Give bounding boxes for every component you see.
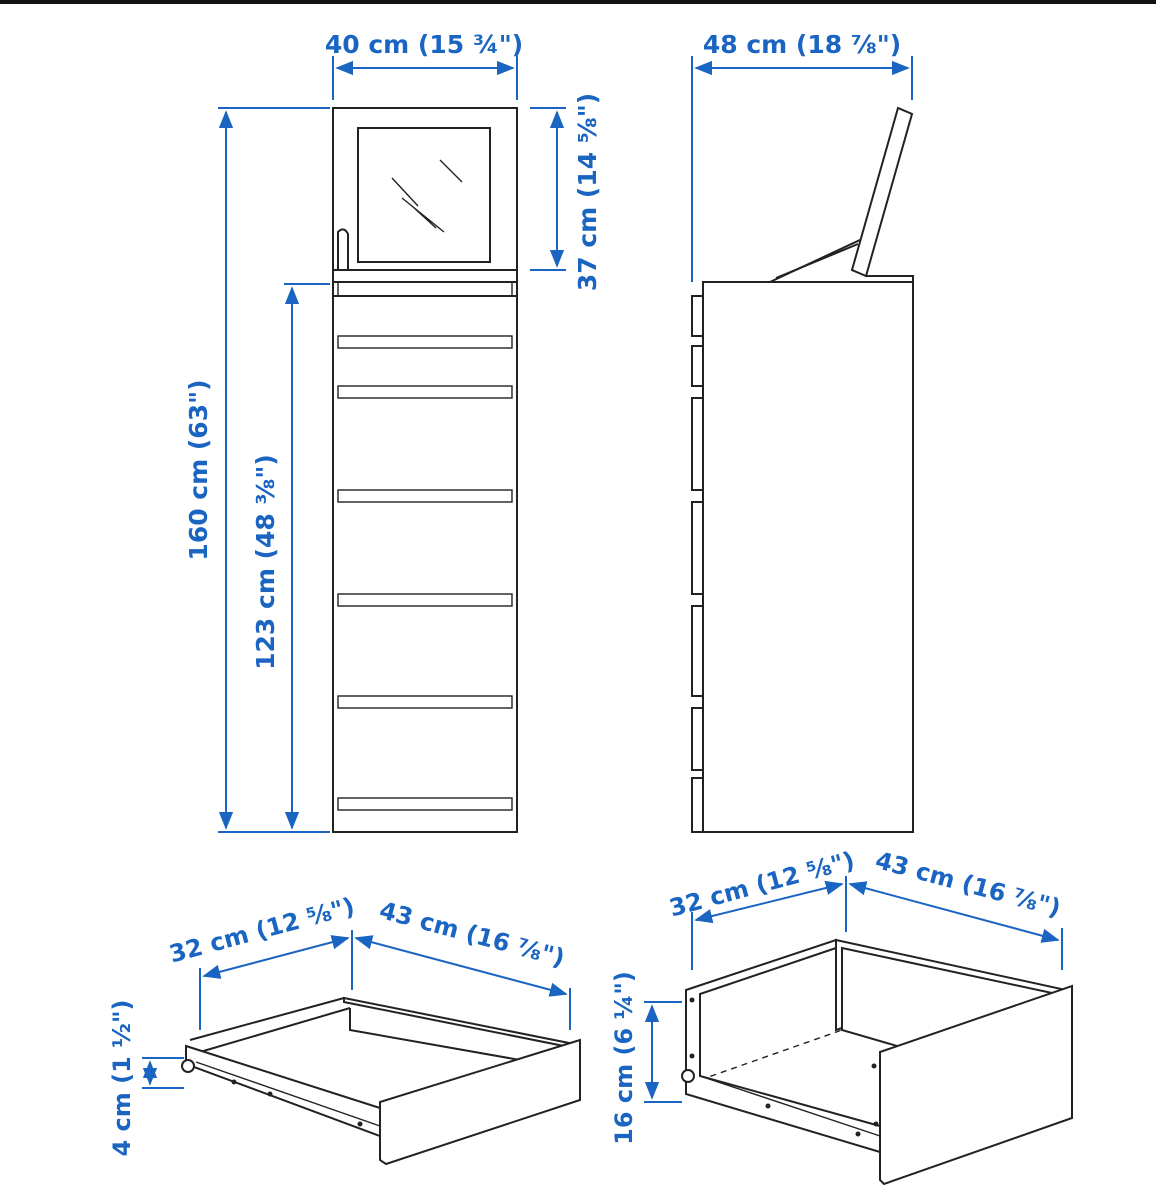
total-height-label: 160 cm (63") bbox=[184, 379, 213, 561]
side-view bbox=[692, 108, 913, 832]
small-drawer-width-label: 32 cm (12 ⅝") bbox=[166, 892, 358, 969]
dresser-height-label: 123 cm (48 ⅜") bbox=[251, 454, 280, 670]
front-width-label: 40 cm (15 ¾") bbox=[324, 30, 524, 59]
dresser-body-side bbox=[703, 282, 913, 832]
small-drawer-depth-label: 43 cm (16 ⅞") bbox=[376, 896, 568, 973]
side-depth-dimension bbox=[692, 30, 912, 282]
small-drawer bbox=[182, 998, 580, 1164]
large-drawer-depth-label: 43 cm (16 ⅞") bbox=[872, 846, 1064, 923]
side-depth-label: 48 cm (18 ⅞") bbox=[702, 30, 902, 59]
tilted-mirror bbox=[852, 108, 912, 276]
mirror-height-label: 37 cm (14 ⅝") bbox=[573, 92, 602, 292]
small-drawer-front bbox=[380, 1040, 580, 1164]
large-drawer-height-label: 16 cm (6 ¼") bbox=[610, 971, 638, 1145]
large-drawer-front bbox=[880, 986, 1072, 1184]
small-drawer-height-label: 4 cm (1 ½") bbox=[108, 999, 136, 1157]
dresser-body-front bbox=[333, 282, 517, 832]
dresser-height-dimension bbox=[251, 284, 330, 832]
large-drawer bbox=[682, 940, 1072, 1184]
large-drawer-height-dimension bbox=[610, 971, 682, 1145]
front-view bbox=[333, 108, 517, 832]
small-drawer-width-dimension bbox=[166, 892, 357, 1030]
mirror-height-dimension bbox=[530, 93, 602, 291]
large-drawer-width-label: 32 cm (12 ⅝") bbox=[666, 846, 858, 923]
small-drawer-height-dimension bbox=[108, 1000, 184, 1157]
front-width-dimension bbox=[325, 30, 523, 100]
